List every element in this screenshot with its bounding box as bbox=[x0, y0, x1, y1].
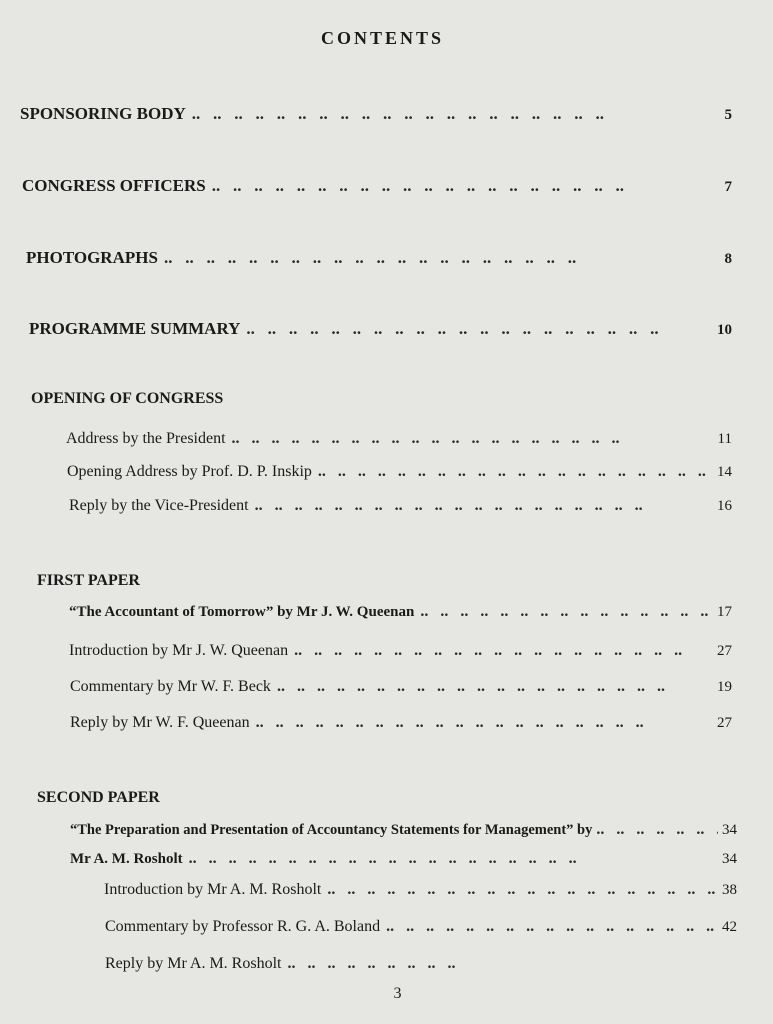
section-heading-first-paper: FIRST PAPER bbox=[37, 572, 140, 589]
section-heading-second-paper: SECOND PAPER bbox=[37, 789, 160, 806]
toc-entry-congress-officers[interactable] bbox=[22, 176, 732, 196]
dot-leader bbox=[327, 881, 716, 899]
toc-entry-introduction-rosholt[interactable] bbox=[104, 881, 737, 899]
toc-entry-sponsoring-body[interactable] bbox=[20, 104, 732, 124]
toc-entry-opening-address[interactable] bbox=[67, 463, 732, 481]
toc-entry-label: “The Accountant of Tomorrow” by Mr J. W. Queenan bbox=[69, 604, 415, 620]
toc-page-number: 38 bbox=[722, 882, 737, 898]
toc-entry-reply-vice-president[interactable] bbox=[69, 497, 732, 515]
dot-leader bbox=[232, 430, 712, 448]
page-title: CONTENTS bbox=[320, 28, 445, 48]
toc-page-number: 27 bbox=[717, 643, 732, 659]
toc-page-number: 19 bbox=[717, 679, 732, 695]
dot-leader bbox=[277, 678, 711, 696]
dot-leader bbox=[386, 918, 716, 936]
toc-entry-accountant-of-tomorrow[interactable] bbox=[69, 603, 732, 621]
toc-entry-label: Address by the President bbox=[66, 430, 226, 447]
dot-leader bbox=[189, 850, 716, 868]
toc-entry-label: Reply by Mr W. F. Queenan bbox=[70, 714, 250, 731]
dot-leader bbox=[287, 955, 459, 973]
dot-leader bbox=[246, 319, 711, 339]
toc-page-number: 7 bbox=[724, 179, 732, 195]
toc-page-number: 17 bbox=[717, 604, 732, 620]
toc-entry-label: Mr A. M. Rosholt bbox=[70, 851, 183, 867]
toc-entry-commentary-boland[interactable] bbox=[105, 918, 737, 936]
toc-page-number: 11 bbox=[717, 431, 732, 447]
toc-entry-label: Commentary by Professor R. G. A. Boland bbox=[105, 918, 381, 935]
toc-entry-label: CONGRESS OFFICERS bbox=[22, 176, 206, 195]
toc-page-number: 42 bbox=[722, 919, 737, 935]
dot-leader bbox=[192, 104, 719, 124]
section-heading-opening: OPENING OF CONGRESS bbox=[31, 390, 224, 407]
toc-entry-label: “The Preparation and Presentation of Accountancy Statements for Management” by bbox=[70, 822, 593, 838]
dot-leader bbox=[256, 714, 711, 732]
toc-entry-label: Introduction by Mr J. W. Queenan bbox=[69, 642, 289, 659]
toc-page-number: 34 bbox=[722, 851, 737, 867]
toc-entry-address-president[interactable] bbox=[66, 430, 732, 448]
toc-entry-label: Commentary by Mr W. F. Beck bbox=[70, 678, 271, 695]
dot-leader bbox=[420, 603, 711, 621]
toc-page-number: 10 bbox=[717, 322, 732, 338]
toc-page-number: 16 bbox=[717, 498, 732, 514]
toc-entry-label: SPONSORING BODY bbox=[20, 104, 186, 123]
toc-entry-commentary-beck[interactable] bbox=[70, 678, 732, 696]
toc-page-number: 14 bbox=[717, 464, 732, 480]
toc-entry-programme-summary[interactable] bbox=[29, 319, 732, 339]
toc-entry-reply-queenan[interactable] bbox=[70, 714, 732, 732]
dot-leader bbox=[318, 463, 711, 481]
toc-entry-preparation-title[interactable] bbox=[70, 821, 737, 839]
toc-entry-label: Opening Address by Prof. D. P. Inskip bbox=[67, 463, 312, 480]
dot-leader bbox=[596, 821, 718, 839]
toc-entry-photographs[interactable] bbox=[26, 248, 732, 268]
toc-entry-label: Introduction by Mr A. M. Rosholt bbox=[104, 881, 322, 898]
toc-entry-label: Reply by Mr A. M. Rosholt bbox=[105, 955, 282, 972]
dot-leader bbox=[255, 497, 711, 515]
toc-entry-label: PROGRAMME SUMMARY bbox=[29, 319, 241, 338]
toc-entry-label: Reply by the Vice-President bbox=[69, 497, 249, 514]
toc-entry-reply-rosholt[interactable] bbox=[105, 955, 465, 973]
toc-page-number: 27 bbox=[717, 715, 732, 731]
toc-page-number: 8 bbox=[724, 251, 732, 267]
dot-leader bbox=[294, 642, 711, 660]
page-number: 3 bbox=[393, 985, 402, 1002]
dot-leader bbox=[164, 248, 719, 268]
toc-entry-preparation-author[interactable] bbox=[70, 850, 737, 868]
toc-page-number: 34 bbox=[722, 822, 737, 838]
dot-leader bbox=[212, 176, 719, 196]
toc-page-number: 5 bbox=[724, 107, 732, 123]
toc-entry-label: PHOTOGRAPHS bbox=[26, 248, 158, 267]
toc-entry-introduction-queenan[interactable] bbox=[69, 642, 732, 660]
